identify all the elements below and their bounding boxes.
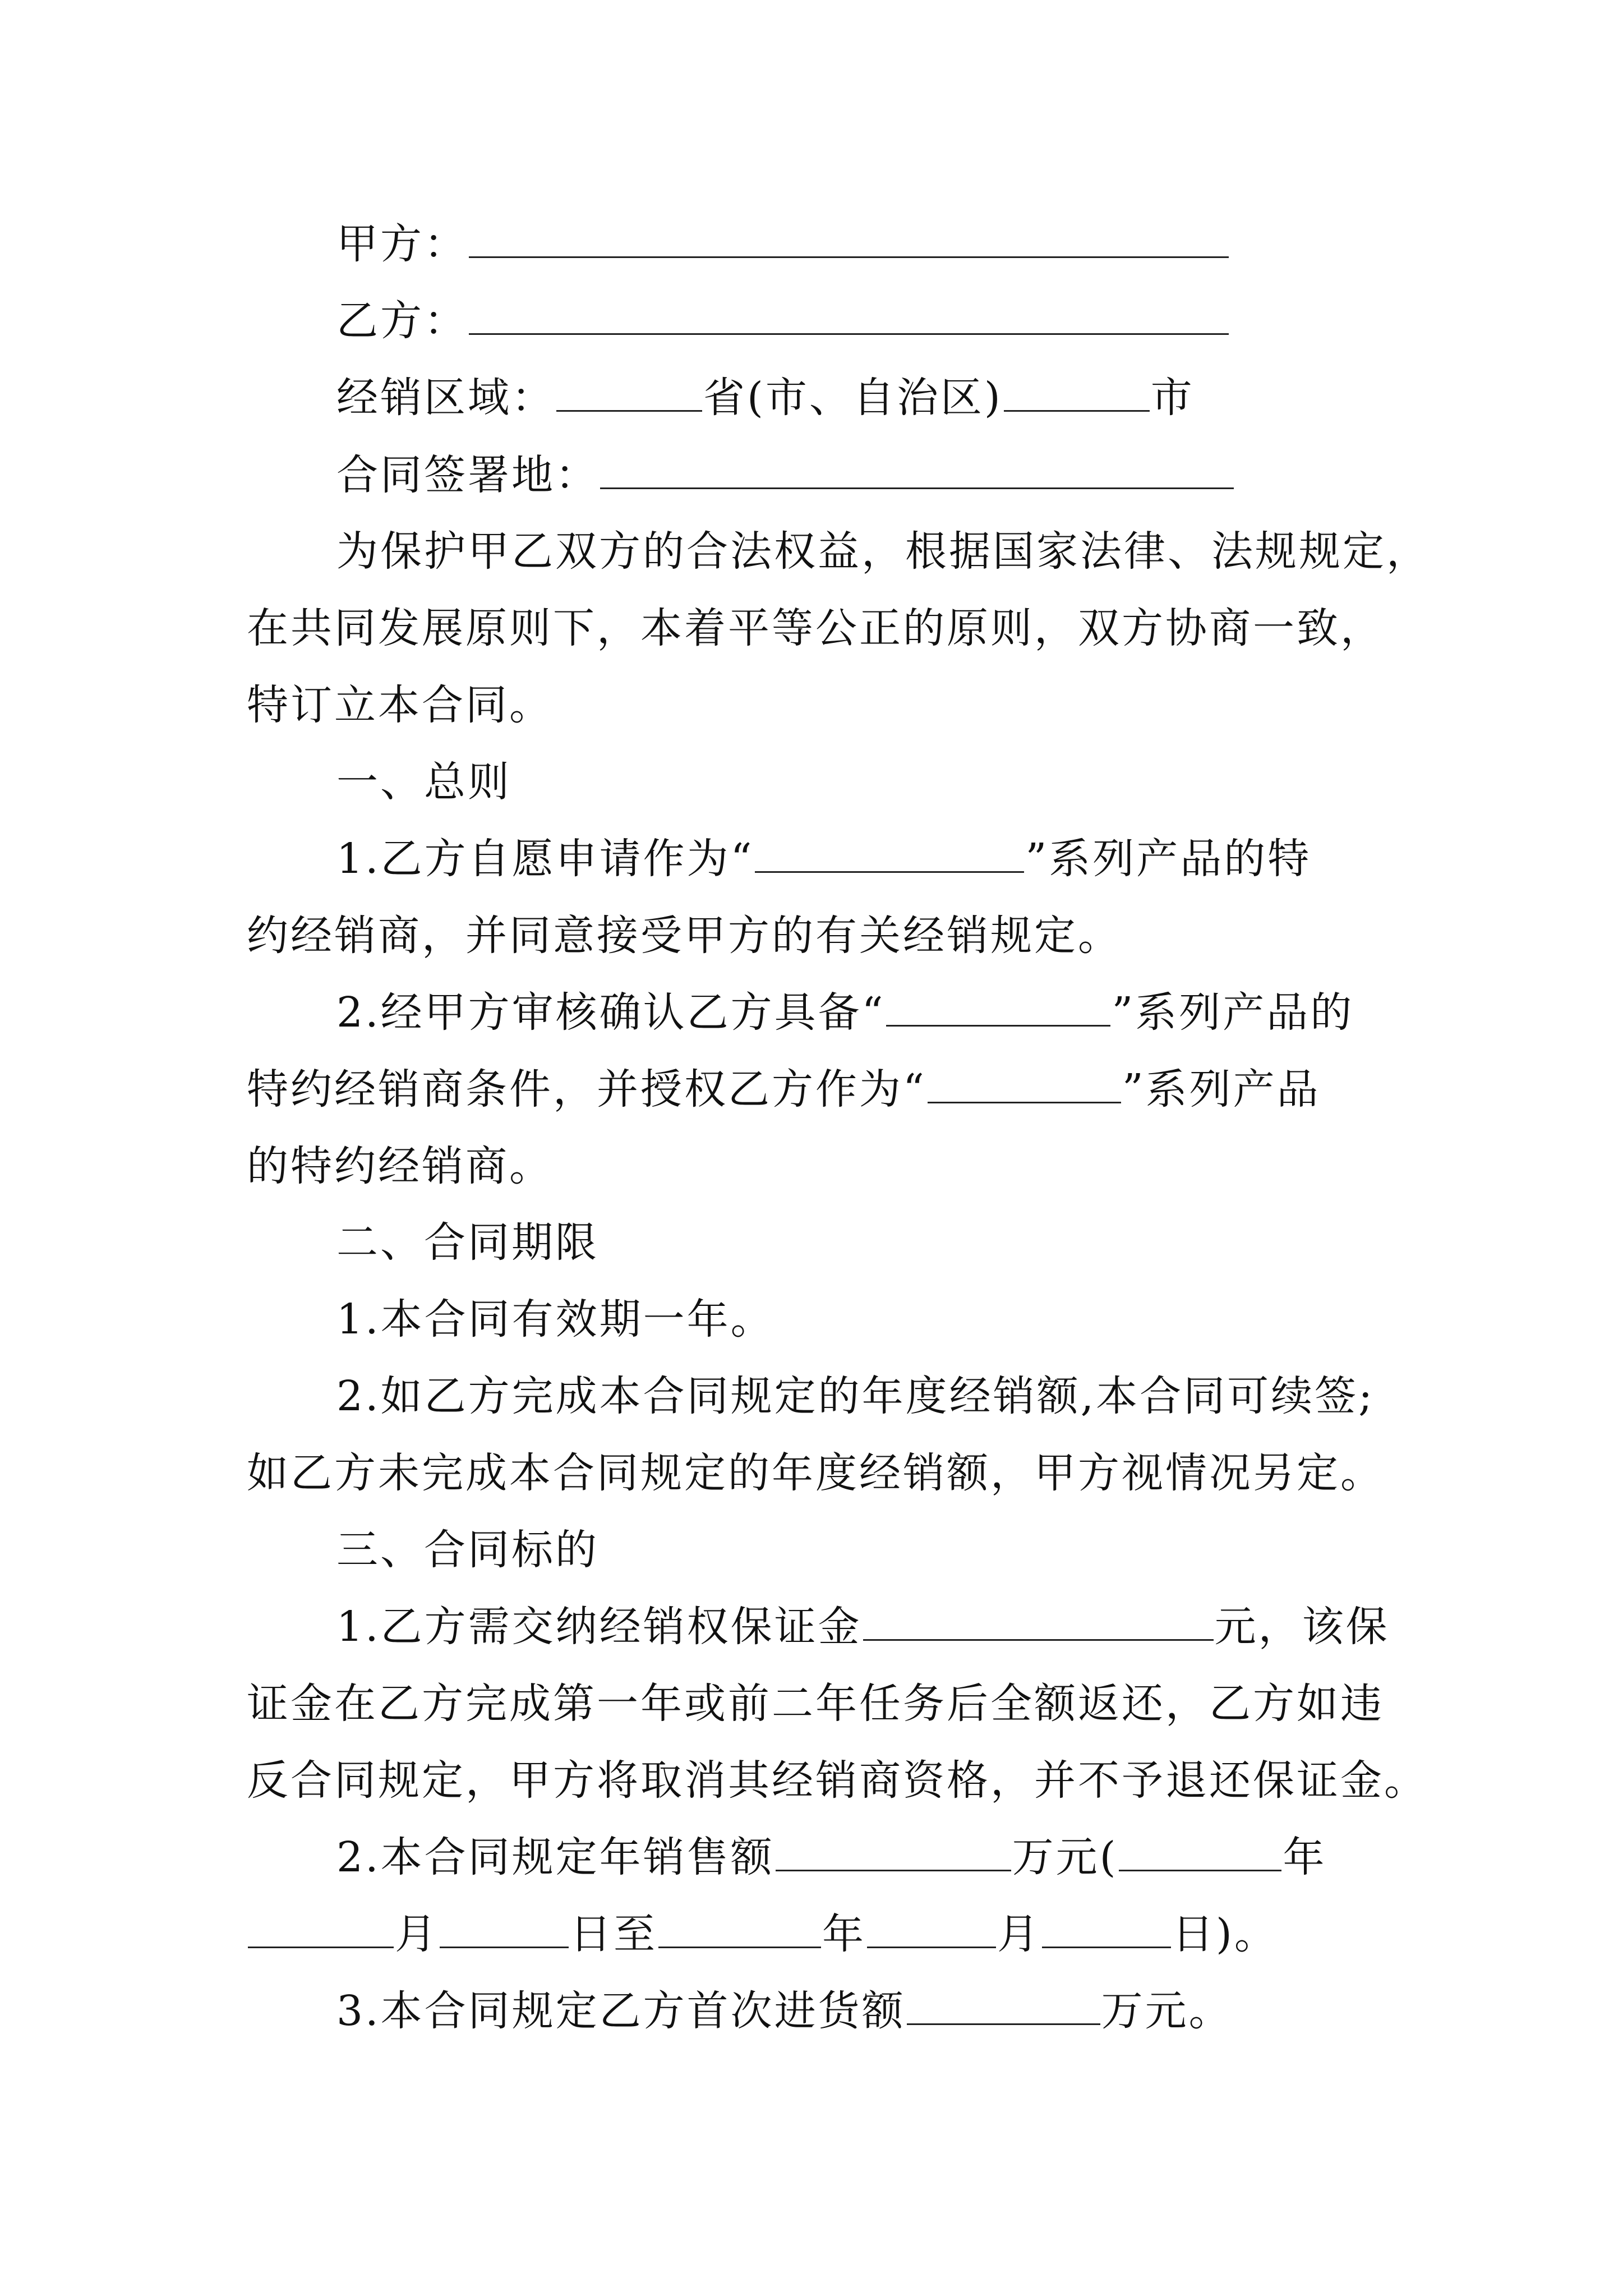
party-b-label: 乙方： xyxy=(336,297,468,345)
region-province-blank[interactable] xyxy=(556,378,702,412)
s3-item2-h: 日)。 xyxy=(1172,1910,1278,1958)
s1-item2-product-blank-1[interactable] xyxy=(886,992,1110,1027)
s3-item1-b: 元，该保 xyxy=(1214,1603,1390,1651)
end-year-blank[interactable] xyxy=(658,1914,821,1948)
s1-item1-b: ”系列产品的特 xyxy=(1025,835,1312,883)
s3-item2-c: 年 xyxy=(1283,1833,1327,1881)
party-a-label: 甲方： xyxy=(336,220,468,268)
s1-item2-b: ”系列产品的 xyxy=(1112,988,1354,1037)
preamble-line-3: 特订立本合同。 xyxy=(247,681,553,729)
section-1-item-1-line-1 xyxy=(336,835,1312,883)
place-blank[interactable] xyxy=(600,455,1234,489)
preamble-line-1: 为保护甲乙双方的合法权益，根据国家法律、法规规定， xyxy=(336,527,1430,576)
section-3-title: 三、合同标的 xyxy=(336,1526,599,1574)
section-2-item-1: 1.本合同有效期一年。 xyxy=(336,1295,774,1343)
section-1-item-2-line-1 xyxy=(336,988,1354,1037)
region-field xyxy=(336,374,1195,422)
s3-item1-a: 1.乙方需交纳经销权保证金 xyxy=(336,1603,862,1651)
start-year-blank[interactable] xyxy=(1119,1837,1281,1871)
s1-item2-c: 特约经销商条件，并授权乙方作为“ xyxy=(247,1065,926,1114)
s1-item2-a: 2.经甲方审核确认乙方具备“ xyxy=(336,988,886,1037)
s3-item2-e: 日至 xyxy=(570,1910,657,1958)
section-3-item-2-line-2 xyxy=(247,1910,1278,1958)
start-day-blank[interactable] xyxy=(440,1914,569,1948)
s3-item3-b: 万元。 xyxy=(1101,1987,1233,2035)
s1-item1-product-blank[interactable] xyxy=(755,839,1024,873)
section-3-item-3 xyxy=(336,1987,1233,2035)
s1-item2-d: ”系列产品 xyxy=(1122,1065,1321,1114)
region-city-text: 市 xyxy=(1150,374,1195,422)
section-1-title: 一、总则 xyxy=(336,758,511,806)
section-2-title: 二、合同期限 xyxy=(336,1218,599,1267)
place-label: 合同签署地： xyxy=(336,451,599,499)
s1-item2-product-blank-2[interactable] xyxy=(928,1069,1121,1103)
section-3-item-2-line-1 xyxy=(336,1833,1327,1881)
section-1-item-2-line-2 xyxy=(247,1065,1321,1114)
party-a-field xyxy=(336,220,1230,268)
section-3-item-1-line-2: 证金在乙方完成第一年或前二年任务后全额返还，乙方如违 xyxy=(247,1680,1384,1728)
s3-item3-a: 3.本合同规定乙方首次进货额 xyxy=(336,1987,906,2035)
region-label: 经销区域： xyxy=(336,374,555,422)
section-2-item-2-line-1: 2.如乙方完成本合同规定的年度经销额,本合同可续签; xyxy=(336,1372,1375,1420)
section-1-item-2-line-3: 的特约经销商。 xyxy=(247,1142,553,1190)
s3-item2-d: 月 xyxy=(395,1910,439,1958)
end-month-blank[interactable] xyxy=(867,1914,996,1948)
preamble-line-2: 在共同发展原则下，本着平等公正的原则，双方协商一致， xyxy=(247,604,1384,652)
s3-item2-b: 万元( xyxy=(1012,1833,1118,1881)
s3-item2-a: 2.本合同规定年销售额 xyxy=(336,1833,774,1881)
section-1-item-1-line-2: 约经销商，并同意接受甲方的有关经销规定。 xyxy=(247,912,1122,960)
s1-item1-a: 1.乙方自愿申请作为“ xyxy=(336,835,754,883)
annual-sales-blank[interactable] xyxy=(776,1837,1011,1871)
party-b-field xyxy=(336,297,1230,345)
section-2-item-2-line-2: 如乙方未完成本合同规定的年度经销额，甲方视情况另定。 xyxy=(247,1449,1384,1497)
s3-item2-g: 月 xyxy=(997,1910,1041,1958)
place-field xyxy=(336,451,1235,499)
section-3-item-1-line-1 xyxy=(336,1603,1390,1651)
section-3-item-1-line-3: 反合同规定，甲方将取消其经销商资格，并不予退还保证金。 xyxy=(247,1756,1428,1805)
region-province-text: 省(市、自治区) xyxy=(703,374,1003,422)
s3-item2-f: 年 xyxy=(822,1910,866,1958)
end-day-blank[interactable] xyxy=(1042,1914,1171,1948)
start-month-blank[interactable] xyxy=(248,1914,394,1948)
party-a-blank[interactable] xyxy=(469,224,1229,258)
first-purchase-blank[interactable] xyxy=(907,1991,1100,2025)
region-city-blank[interactable] xyxy=(1004,378,1150,412)
deposit-amount-blank[interactable] xyxy=(863,1607,1214,1641)
party-b-blank[interactable] xyxy=(469,301,1229,335)
